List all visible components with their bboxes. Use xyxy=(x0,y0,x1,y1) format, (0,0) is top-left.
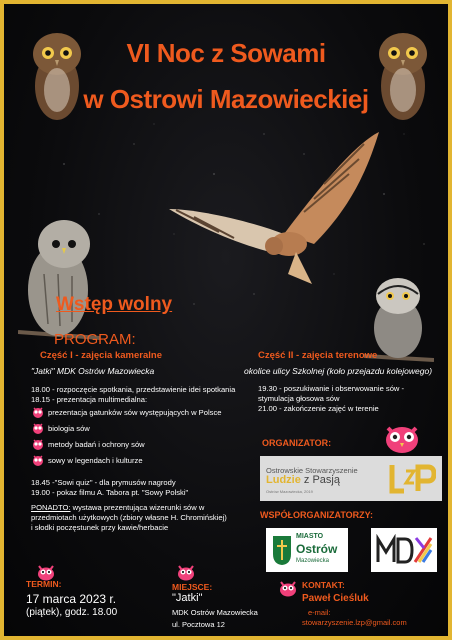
organizer-logo xyxy=(260,456,442,501)
title-line1: VI Noc z Sowami xyxy=(126,38,326,68)
city-logo-line3: Mazowiecka xyxy=(296,558,330,564)
city-logo-line1: MIASTO xyxy=(296,533,324,540)
city-crest-icon xyxy=(272,534,292,566)
owl-bullet-icon xyxy=(31,422,45,434)
place-street: ul. Pocztowa 12 xyxy=(172,620,225,629)
topic-item xyxy=(31,438,145,450)
place-name: "Jatki" xyxy=(172,592,203,604)
city-logo-line2: Ostrów xyxy=(296,542,338,556)
ural-owl-photo xyxy=(18,214,100,342)
part2-location: okolice ulicy Szkolnej (koło przejazdu kolejowego) xyxy=(244,366,433,376)
owl-icon xyxy=(278,580,298,597)
term-date: 17 marca 2023 r. xyxy=(26,592,117,606)
organizer-logo-line3: Ostrów Mazowiecka, 2019 xyxy=(266,489,313,494)
part2-schedule-line: 21.00 - zakończenie zajęć w terenie xyxy=(258,404,379,413)
topic-label: biologia sów xyxy=(48,423,90,433)
contact-email[interactable]: stowarzyszenie.lzp@gmail.com xyxy=(302,618,407,627)
contact-label: KONTAKT: xyxy=(302,580,345,590)
part1-schedule-line: 18.00 - rozpoczęcie spotkania, przedstawienie idei spotkania xyxy=(31,385,236,394)
organizer-logo-ludzie: Ludzie xyxy=(266,474,301,486)
topic-item xyxy=(31,422,90,434)
part1-schedule-line: 18.15 - prezentacja multimedialna: xyxy=(31,395,148,404)
part2-schedule xyxy=(258,384,404,414)
title-line2: w Ostrowi Mazowieckiej xyxy=(83,84,369,114)
part1-schedule xyxy=(31,385,235,405)
organizer-logo-line1: Ostrowskie Stowarzyszenie xyxy=(266,466,358,475)
part1-title: Część I - zajęcia kameralne xyxy=(40,350,162,361)
flying-owl-photo xyxy=(164,124,384,294)
note-line: i słodki poczęstunek przy kawie/herbacie xyxy=(31,523,169,532)
topic-label: sowy w legendach i kulturze xyxy=(48,455,143,465)
place-venue: MDK Ostrów Mazowiecka xyxy=(172,608,258,617)
extra-line: 19.00 - pokaz filmu A. Tabora pt. "Sowy Polski" xyxy=(31,488,189,497)
city-logo xyxy=(266,528,348,572)
part1-extras xyxy=(31,478,188,498)
hawk-owl-photo xyxy=(364,272,434,362)
part1-location: "Jatki" MDK Ostrów Mazowiecka xyxy=(31,366,155,376)
program-heading: PROGRAM: xyxy=(54,331,136,348)
note-label: PONADTO: xyxy=(31,503,71,512)
topic-label: metody badań i ochrony sów xyxy=(48,439,145,449)
part2-schedule-line: 19.30 - poszukiwanie i obserwowanie sów - xyxy=(258,384,405,393)
topic-item xyxy=(31,406,221,418)
topic-label: prezentacja gatunków sów występujących w Polsce xyxy=(48,407,222,417)
pink-owl-icon xyxy=(382,420,422,454)
place-label: MIEJSCE: xyxy=(172,582,213,592)
free-entry-label: Wstęp wolny xyxy=(56,294,173,315)
owl-bullet-icon xyxy=(31,438,45,450)
part2-schedule-line: stymulacja głosowa sów xyxy=(258,394,340,403)
term-time: (piątek), godz. 18.00 xyxy=(26,607,118,618)
term-label: TERMIN: xyxy=(26,579,62,589)
extra-line: 18.45 -"Sowi quiz" - dla prymusów nagrody xyxy=(31,478,176,487)
contact-name: Paweł Cieśluk xyxy=(302,593,369,604)
owl-bullet-icon xyxy=(31,406,45,418)
owl-bullet-icon xyxy=(31,454,45,466)
part2-title: Część II - zajęcia terenowe xyxy=(258,350,378,361)
mdk-logo xyxy=(371,528,437,572)
note-line: wystawa prezentująca wizerunki sów w xyxy=(70,503,205,512)
contact-email-label: e-mail: xyxy=(308,608,331,617)
organizer-heading: ORGANIZATOR: xyxy=(262,438,332,448)
organizer-logo-line2 xyxy=(266,474,340,486)
lzp-mark-icon xyxy=(386,461,436,497)
topic-item xyxy=(31,454,143,466)
co-organizers-heading: WSPÓŁORGANIZATORZY: xyxy=(260,510,373,520)
owl-icon xyxy=(176,564,196,581)
note-line: przedmiotach użytkowych (zbiory własne H. Chromińskiej) xyxy=(31,513,227,522)
part1-note xyxy=(31,503,227,533)
organizer-logo-zpasja: z Pasją xyxy=(300,474,340,486)
mdk-mark-icon xyxy=(375,534,433,566)
